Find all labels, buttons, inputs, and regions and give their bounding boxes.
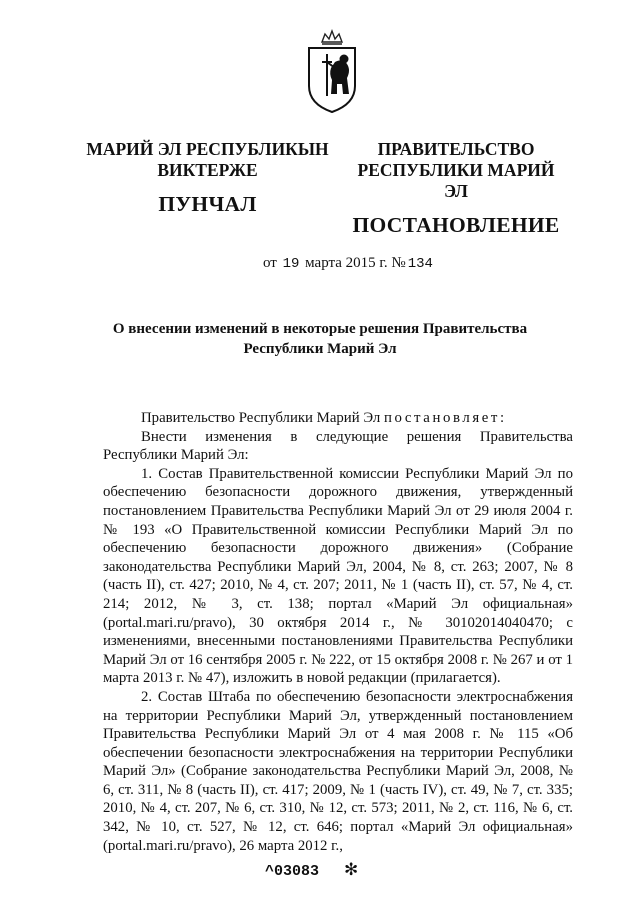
header-russian-block: [345, 139, 567, 238]
body-paragraph-1: Внести изменения в следующие решения Правительства Республики Марий Эл:: [103, 428, 573, 464]
opening-verb: постановляет:: [384, 410, 507, 426]
body-paragraph-2: 1. Состав Правительственной комиссии Республики Марий Эл по обеспечению безопасности дорожного движения, утвержденный постановлением Правительства Республики Марий Эл от 29 июля 2004 г. № 193 «О Правительственной комиссии Республики Марий Эл по обеспечению безопасности дорожного движения» (Собрание законодательства Республики Марий Эл, 2004, № 8, ст. 263; 2007, № 8 (часть II), ст. 427; 2010, № 4, ст. 207; 2011, № 1 (часть II), ст. 57, № 4, ст. 214; 2012, № 3, ст. 138; портал «Марий Эл официальная» (portal.mari.ru/pravo), 30 октября 2014 г., № 30102014040470; с изменениями, внесенными постановлениями Правительства Республики Марий Эл от 16 сентября 2005 г. № 222, от 15 октября 2008 г. № 267 и от 1 марта 2013 г. № 47), изложить в новой редакции (прилагается).: [103, 465, 573, 687]
opening-paragraph: [103, 409, 573, 428]
coat-of-arms-emblem: [297, 28, 367, 114]
serial-number: ^03083: [265, 863, 320, 880]
title-line2: Республики Марий Эл: [243, 341, 397, 357]
date-day: 19: [282, 256, 300, 272]
date-prefix: от: [263, 255, 277, 271]
document-date-line: [263, 255, 435, 272]
document-title: [100, 319, 540, 359]
document-body: [103, 409, 573, 855]
date-rest: марта 2015 г. №: [305, 255, 406, 271]
header-left-line2: ВИКТЕРЖЕ: [157, 160, 258, 180]
header-right-line2: РЕСПУБЛИКИ МАРИЙ ЭЛ: [357, 160, 555, 201]
title-line1: О внесении изменений в некоторые решения Правительства: [112, 321, 528, 337]
header-right-doc-type: ПОСТАНОВЛЕНИЕ: [352, 213, 560, 237]
header-mari-block: [85, 139, 330, 217]
page-footer-stamp: [265, 860, 358, 880]
document-number: 134: [407, 256, 433, 272]
header-left-doc-type: ПУНЧАЛ: [158, 192, 257, 216]
asterisk-mark-icon: ✻: [344, 860, 359, 880]
header-left-line1: МАРИЙ ЭЛ РЕСПУБЛИКЫН: [86, 139, 329, 159]
header-right-line1: ПРАВИТЕЛЬСТВО: [377, 139, 535, 159]
body-paragraph-3: 2. Состав Штаба по обеспечению безопасности электроснабжения на территории Республики Марий Эл, утвержденный постановлением Правительства Республики Марий Эл от 4 мая 2008 г. № 115 «Об обеспечении безопасности электроснабжения на территории Республики Марий Эл» (Собрание законодательства Республики Марий Эл, 2008, № 6, ст. 311, № 8 (часть II), ст. 417; 2009, № 1 (часть IV), ст. 49, № 7, ст. 335; 2010, № 4, ст. 207, № 6, ст. 310, № 12, ст. 573; 2011, № 2, ст. 116, № 6, ст. 342, № 10, ст. 527, № 12, ст. 646; портал «Марий Эл официальная» (portal.mari.ru/pravo), 26 марта 2012 г.,: [103, 688, 573, 854]
opening-subject: Правительство Республики Марий Эл: [141, 410, 381, 426]
